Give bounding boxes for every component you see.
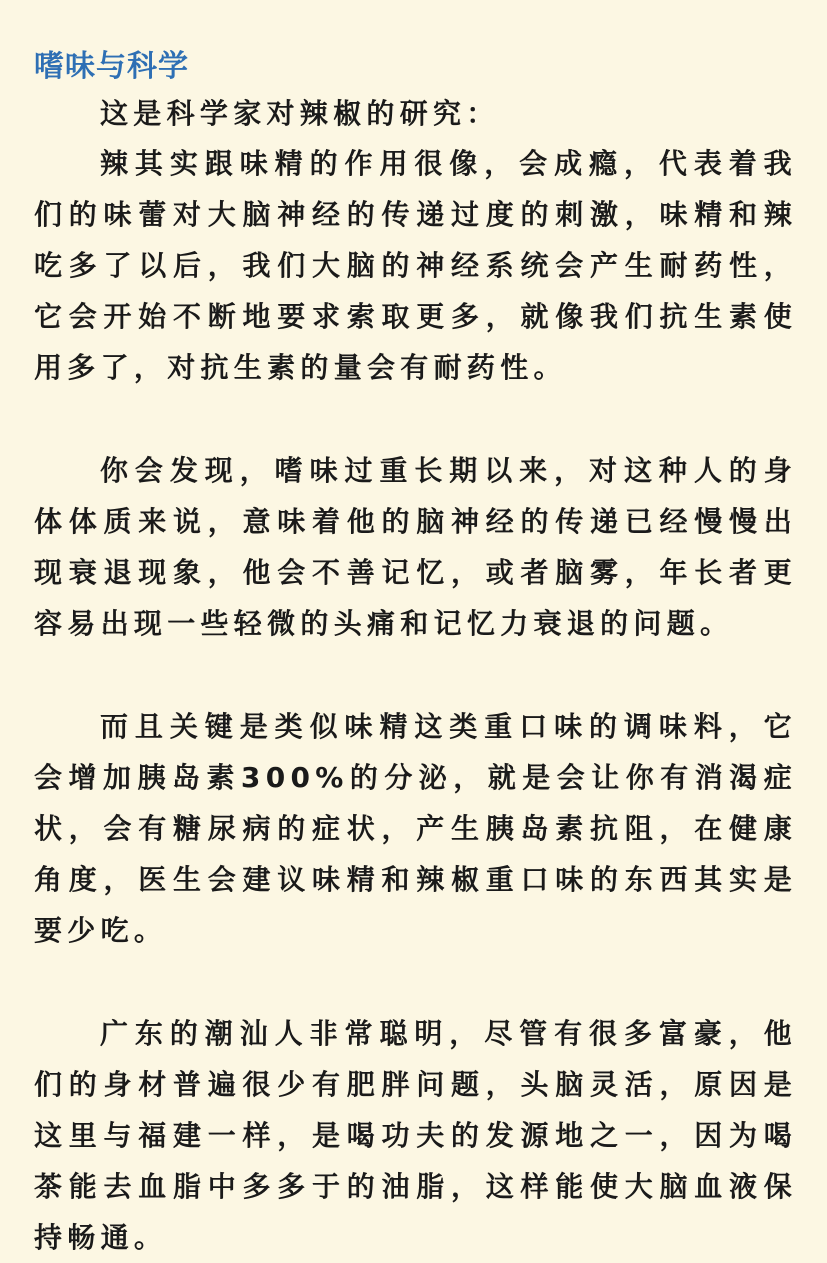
intro-line: 这是科学家对辣椒的研究： bbox=[100, 97, 500, 130]
paragraph-2: 你会发现，嗜味过重长期以来，对这种人的身体体质来说，意味着他的脑神经的传递已经慢慢出现衰退现象，他会不善记忆，或者脑雾，年长者更容易出现一些轻微的头痛和记忆力衰退的问题。 bbox=[34, 454, 797, 640]
paragraph-3: 而且关键是类似味精这类重口味的调味料，它会增加胰岛素300%的分泌，就是会让你有消渴症状，会有糖尿病的症状，产生胰岛素抗阻，在健康角度，医生会建议味精和辣椒重口味的东西其实是要少吃。 bbox=[34, 710, 797, 947]
section-title: 嗜味与科学 bbox=[34, 49, 189, 84]
paragraph-4: 广东的潮汕人非常聪明，尽管有很多富豪，他们的身材普遍很少有肥胖问题，头脑灵活，原因是这里与福建一样，是喝功夫的发源地之一，因为喝茶能去血脂中多多于的油脂，这样能使大脑血液保持畅通。 bbox=[34, 1017, 797, 1254]
paragraph-1: 辣其实跟味精的作用很像，会成瘾，代表着我们的味蕾对大脑神经的传递过度的刺激，味精和辣吃多了以后，我们大脑的神经系统会产生耐药性，它会开始不断地要求索取更多，就像我们抗生素使用多了，对抗生素的量会有耐药性。 bbox=[34, 147, 797, 384]
